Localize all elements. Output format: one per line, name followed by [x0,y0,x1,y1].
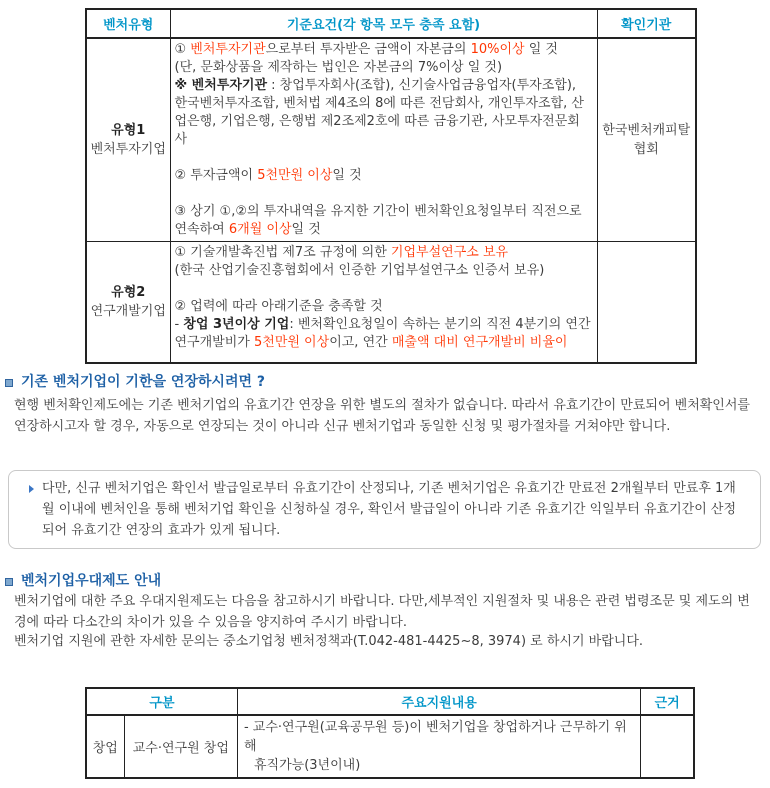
basis-cell [641,715,694,778]
table-row-startup [86,715,694,778]
type-subtitle: 연구개발기업 [90,304,166,319]
column-header-confirm-agency: 확인기관 [597,9,696,38]
table-header-row [86,9,696,38]
support-programs-table [85,687,695,779]
support-content-cell: - 교수·연구원(교육공무원 등)이 벤처기업을 창업하거나 근무하기 위해 휴직가능(3년이내) [237,715,640,778]
category-cell: 창업 [86,715,124,778]
type-title: 유형1 [111,123,146,138]
venture-type-cell [86,242,170,364]
square-bullet-icon [5,578,13,586]
section2-contact-line: 벤처기업 지원에 관한 자세한 문의는 중소기업청 벤처정책과(T.042-481-4425~8, 3974) 로 하시기 바랍니다. [14,634,644,649]
arrow-bullet-icon [29,485,34,493]
column-header-venture-type: 벤처유형 [86,9,170,38]
criteria-cell: ① 기술개발촉진법 제7조 규정에 의한 기업부설연구소 보유 (한국 산업기술진흥협회에서 인증한 기업부설연구소 인증서 보유) ② 업력에 따라 아래기준을 충족할 것 - 창업 3년이상 기업: 벤처확인요청일이 속하는 분기의 직전 4분기의 연간 연구개발비가 5천만원 이상이고, 연간 매출액 대비 연구개발비 비율이 [170,242,597,364]
venture-type-cell [86,38,170,242]
table-row-type2 [86,242,696,364]
type-subtitle: 벤처투자기업 [90,142,166,157]
section-heading-extend-term [5,374,265,390]
section-title: 벤처기업우대제도 안내 [21,573,162,589]
note-text: 다만, 신규 벤처기업은 확인서 발급일로부터 유효기간이 산정되나, 기존 벤처기업은 유효기간 만료전 2개월부터 만료후 1개월 이내에 벤처인을 통해 벤처기업 확인을 신청하실 경우, 확인서 발급일이 아니라 기존 유효기간 익일부터 유효기간이 산정되어 유효기간 연장의 효과가 있게 됩니다. [42,481,737,538]
criteria-cell: ① 벤처투자기관으로부터 투자받은 금액이 자본금의 10%이상 일 것 (단, 문화상품을 제작하는 법인은 자본금의 7%이상 일 것) ※ 벤처투자기관 : 창업투자회사(조합), 신기술사업금융업자(투자조합), 한국벤처투자조합, 벤처법 제4조의 8에 따른 전담회사, 개인투자조합, 산업은행, 기업은행, 은행법 제2조제2호에 따른 금융기관, 사모투자전문회사 ② 투자금액이 5천만원 이상일 것 ③ 상기 ①,②의 투자내역을 유지한 기간이 벤처확인요청일부터 직전으로 연속하여 6개월 이상일 것 [170,38,597,242]
column-header-support-content: 주요지원내용 [237,688,640,715]
column-header-category: 구분 [86,688,237,715]
section2-paragraph: 벤처기업에 대한 주요 우대지원제도는 다음을 참고하시기 바랍니다. 다만,세부적인 지원절차 및 내용은 관련 법령조문 및 제도의 변경에 따라 다소간의 차이가 있을 수 있음을 양지하여 주시기 바랍니다. [14,594,750,630]
note-box [8,470,761,549]
section-title: 기존 벤처기업이 기한을 연장하시려면 ? [21,374,266,390]
agency-cell: 한국벤처캐피탈 협회 [597,38,696,242]
section-heading-benefit-guide [5,573,161,589]
type-title: 유형2 [111,285,146,300]
column-header-basis: 근거 [641,688,694,715]
venture-criteria-table [85,8,697,364]
column-header-criteria: 기준요건(각 항목 모두 충족 요함) [170,9,597,38]
agency-cell [597,242,696,364]
subcategory-cell: 교수·연구원 창업 [124,715,237,778]
section1-paragraph: 현행 벤처확인제도에는 기존 벤처기업의 유효기간 연장을 위한 별도의 절차가 없습니다. 따라서 유효기간이 만료되어 벤처확인서를 연장하시고자 할 경우, 자동으로 연장되는 것이 아니라 신규 벤처기업과 동일한 신청 및 평가절차를 거쳐야만 합니다. [14,398,750,434]
square-bullet-icon [5,379,13,387]
table-row-type1 [86,38,696,242]
table-header-row [86,688,694,715]
